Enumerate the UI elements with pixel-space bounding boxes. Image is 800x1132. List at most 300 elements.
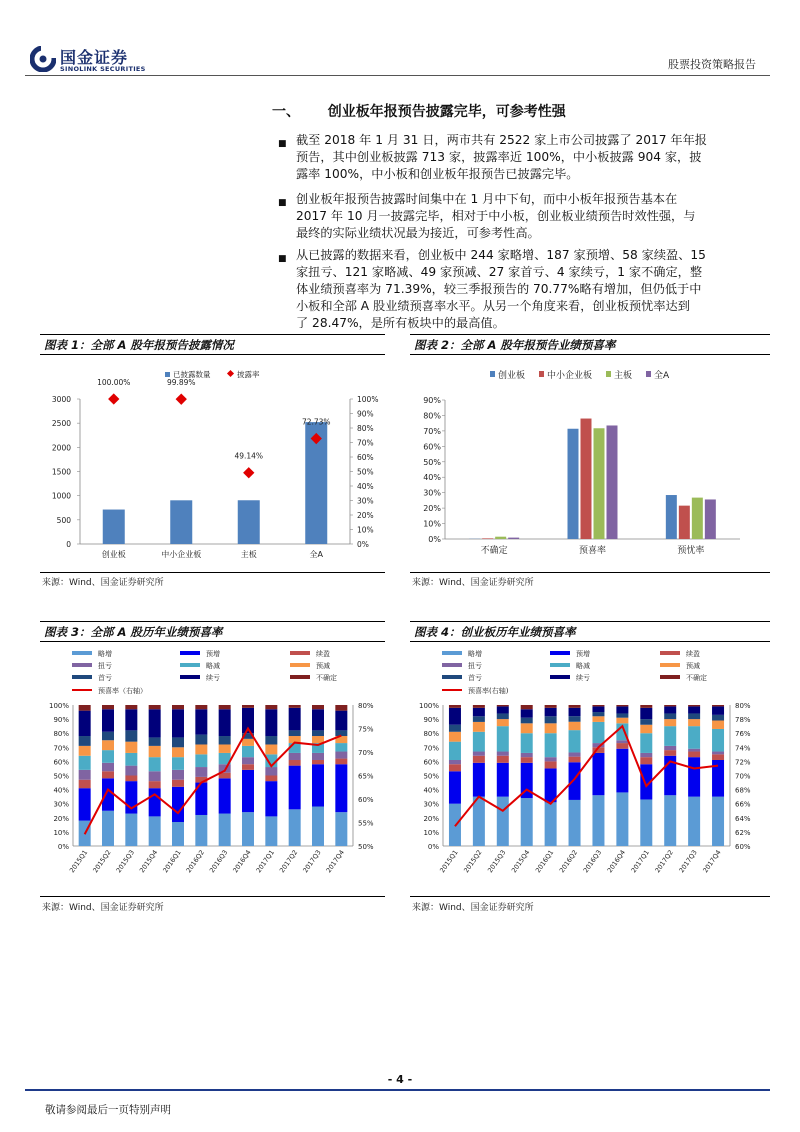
stack-segment: [195, 744, 207, 754]
stack-segment: [125, 730, 137, 741]
paragraph-2: [296, 191, 761, 242]
legend-swatch: [180, 651, 200, 655]
tick-label: 500: [56, 515, 71, 525]
category-label: 2016Q1: [533, 848, 556, 875]
stack-segment: [664, 795, 676, 846]
legend-label: 续亏: [206, 674, 220, 682]
stack-segment: [545, 761, 557, 768]
stack-segment: [335, 759, 347, 765]
category-label: 2017Q4: [324, 848, 346, 875]
stack-segment: [497, 713, 509, 719]
stack-segment: [473, 716, 485, 722]
stack-segment: [242, 764, 254, 770]
tick-label: 90%: [423, 716, 439, 725]
stack-segment: [79, 746, 91, 756]
bullet-square-icon: ■: [278, 254, 287, 264]
stack-segment: [688, 797, 700, 846]
stack-segment: [195, 767, 207, 777]
category-label: 主板: [240, 550, 257, 559]
category-label: 2017Q3: [677, 848, 699, 875]
stack-segment: [102, 811, 114, 846]
figure-4-source: 来源：Wind、国金证券研究所: [412, 903, 534, 913]
category-label: 中小企业板: [161, 550, 202, 559]
legend-label: 不确定: [316, 674, 337, 682]
legend-swatch: [180, 663, 200, 667]
stack-segment: [219, 778, 231, 813]
tick-label: 74%: [735, 744, 751, 753]
stack-segment: [149, 788, 161, 816]
paragraph-line: 家扭亏、121 家略减、49 家预减、27 家首亏、4 家续亏，1 家不确定，整: [296, 265, 703, 279]
stack-segment: [473, 732, 485, 752]
stack-segment: [335, 730, 347, 736]
stack-segment: [664, 713, 676, 719]
stack-segment: [219, 709, 231, 736]
report-type: 股票投资策略报告: [668, 58, 756, 71]
legend-swatch: [72, 651, 92, 655]
tick-label: 55%: [358, 819, 374, 828]
tick-label: 50%: [423, 772, 439, 781]
legend-label: 扭亏: [468, 662, 482, 670]
legend-swatch: [550, 651, 570, 655]
tick-label: 90%: [423, 396, 441, 405]
legend-swatch: [72, 675, 92, 679]
stack-segment: [265, 705, 277, 709]
tick-label: 65%: [358, 772, 374, 781]
figure-1-source: 来源：Wind、国金证券研究所: [42, 578, 164, 588]
tick-label: 30%: [423, 488, 441, 498]
footer-disclaimer: 敬请参阅最后一页特别声明: [45, 1104, 171, 1116]
stack-segment: [312, 736, 324, 743]
legend-swatch: [539, 371, 544, 377]
tick-label: 3000: [51, 395, 71, 404]
stack-segment: [312, 760, 324, 764]
stack-segment: [688, 757, 700, 796]
stack-segment: [640, 705, 652, 708]
stack-segment: [312, 705, 324, 709]
stack-segment: [172, 757, 184, 770]
legend-label: 预减: [316, 662, 330, 670]
category-label: 2015Q3: [114, 848, 136, 875]
stack-segment: [640, 719, 652, 725]
stack-segment: [473, 797, 485, 846]
stack-segment: [195, 815, 207, 846]
tick-label: 40%: [53, 786, 69, 795]
stack-segment: [312, 807, 324, 846]
stack-segment: [497, 726, 509, 751]
stack-segment: [242, 739, 254, 746]
stack-segment: [616, 749, 628, 793]
stack-segment: [172, 780, 184, 787]
stack-segment: [242, 746, 254, 757]
category-label: 2016Q3: [581, 848, 604, 875]
stack-segment: [79, 788, 91, 820]
stack-segment: [449, 725, 461, 732]
tick-label: 30%: [53, 800, 69, 809]
stack-segment: [712, 705, 724, 706]
figure-3-bottom-rule: [40, 896, 385, 897]
paragraph-line: 截至 2018 年 1 月 31 日，两市共有 2522 家上市公司披露了 2017 年年报: [296, 133, 707, 147]
stack-segment: [545, 768, 557, 802]
bullet-square-icon: ■: [278, 198, 287, 208]
stack-segment: [79, 770, 91, 780]
paragraph-line: 创业板年报预告披露时间集中在 1 月中下旬，而中小板年报预告基本在: [296, 192, 678, 206]
logo-company-name: 国金证券: [60, 48, 129, 67]
legend-label: 预增: [206, 650, 220, 658]
legend-label: 略增: [98, 650, 112, 658]
legend-label: 预减: [686, 662, 700, 670]
legend-label: 略减: [206, 662, 220, 670]
legend-swatch: [606, 371, 611, 377]
figure-4-title: 图表 4：创业板历年业绩预喜率: [410, 621, 770, 642]
series-line: [455, 726, 718, 826]
legend-label: 中小企业板: [547, 371, 593, 381]
data-label: 72.73%: [301, 417, 331, 427]
category-label: 2016Q3: [207, 848, 230, 875]
tick-label: 40%: [423, 786, 439, 795]
tick-label: 40%: [423, 473, 441, 483]
stack-segment: [79, 705, 91, 711]
bar: [607, 425, 618, 539]
stack-segment: [521, 733, 533, 753]
stack-segment: [219, 705, 231, 709]
tick-label: 0%: [357, 540, 369, 549]
diamond-marker: [243, 467, 254, 478]
figure-2-source: 来源：Wind、国金证券研究所: [412, 578, 534, 588]
stack-segment: [335, 752, 347, 759]
stack-segment: [265, 767, 277, 775]
stack-segment: [265, 781, 277, 816]
legend-swatch: [290, 651, 310, 655]
stack-segment: [172, 787, 184, 822]
stack-segment: [242, 705, 254, 708]
figure-4-bottom-rule: [410, 896, 770, 897]
stack-segment: [640, 725, 652, 733]
tick-label: 70%: [53, 744, 69, 753]
figure-2-title: 图表 2：全部 A 股年报预告业绩预喜率: [410, 334, 770, 355]
stack-segment: [102, 709, 114, 732]
legend-label: 续盈: [686, 650, 700, 658]
stack-segment: [640, 799, 652, 846]
tick-label: 80%: [358, 702, 374, 710]
stack-segment: [79, 736, 91, 746]
tick-label: 60%: [357, 453, 374, 462]
data-label: 49.14%: [234, 451, 264, 461]
header-divider: [25, 75, 770, 76]
sinolink-logo-icon: [30, 46, 56, 72]
tick-label: 2000: [51, 443, 71, 453]
tick-label: 50%: [357, 467, 374, 477]
tick-label: 100%: [357, 395, 379, 404]
tick-label: 78%: [735, 716, 751, 725]
stack-segment: [521, 705, 533, 709]
stack-segment: [664, 719, 676, 726]
stack-segment: [616, 713, 628, 717]
stack-segment: [289, 809, 301, 846]
stack-segment: [265, 816, 277, 846]
tick-label: 100%: [418, 702, 439, 710]
footer-divider: [25, 1089, 770, 1091]
category-label: 2016Q1: [161, 848, 183, 875]
paragraph-line: 露率 100%，中小板和创业板年报预告已披露完毕。: [296, 167, 579, 181]
stack-segment: [497, 719, 509, 726]
tick-label: 66%: [735, 800, 751, 809]
category-label: 2015Q1: [438, 848, 460, 875]
stack-segment: [265, 744, 277, 754]
paragraph-line: 预告，其中创业板披露 713 家，披露率近 100%，中小板披露 904 家，披: [296, 150, 702, 164]
stack-segment: [545, 708, 557, 716]
tick-label: 0%: [57, 843, 69, 851]
category-label: 2017Q3: [301, 848, 323, 875]
legend-swatch: [550, 663, 570, 667]
bar: [495, 537, 506, 539]
bar: [170, 500, 192, 544]
tick-label: 80%: [423, 730, 439, 739]
legend-swatch: [72, 663, 92, 667]
stack-segment: [640, 753, 652, 757]
paragraph-line: 小板和全部 A 股业绩预喜率水平。从另一个角度来看，创业板预忧率达到: [296, 299, 690, 313]
stack-segment: [289, 760, 301, 766]
stack-segment: [712, 715, 724, 721]
stack-segment: [79, 756, 91, 770]
stack-segment: [219, 744, 231, 752]
chart-chinext-history: [410, 644, 770, 894]
figure-3-source: 来源：Wind、国金证券研究所: [42, 903, 164, 913]
bar: [666, 495, 677, 539]
stack-segment: [616, 743, 628, 749]
legend-swatch: [290, 675, 310, 679]
tick-label: 80%: [735, 702, 751, 710]
category-label: 2015Q2: [91, 848, 113, 875]
stack-segment: [265, 736, 277, 744]
stack-segment: [102, 763, 114, 771]
bar: [705, 499, 716, 539]
stack-segment: [449, 732, 461, 742]
stack-segment: [265, 776, 277, 782]
bar: [594, 428, 605, 539]
stack-segment: [449, 742, 461, 760]
category-label: 2015Q4: [509, 848, 532, 875]
stack-segment: [592, 753, 604, 795]
data-label: 100.00%: [97, 378, 131, 387]
tick-label: 60%: [423, 442, 441, 452]
tick-label: 1000: [51, 491, 71, 501]
legend-swatch: [165, 372, 170, 377]
stack-segment: [569, 716, 581, 722]
stack-segment: [521, 753, 533, 757]
stack-segment: [473, 752, 485, 756]
stack-segment: [125, 709, 137, 730]
section-number: 一、: [272, 104, 300, 120]
stack-segment: [664, 726, 676, 746]
category-label: 2017Q4: [701, 848, 723, 875]
tick-label: 76%: [735, 730, 751, 739]
tick-label: 70%: [423, 426, 441, 436]
stack-segment: [125, 753, 137, 766]
stack-segment: [195, 735, 207, 745]
stack-segment: [545, 723, 557, 733]
paragraph-line: 体业绩预喜率为 71.39%，较三季报预告的 70.77%略有增加，但仍低于中: [296, 282, 702, 296]
stack-segment: [219, 814, 231, 846]
stack-segment: [688, 752, 700, 758]
stack-segment: [125, 742, 137, 753]
stack-segment: [149, 746, 161, 757]
stack-segment: [497, 797, 509, 846]
stack-segment: [312, 709, 324, 730]
tick-label: 80%: [357, 424, 374, 433]
stack-segment: [688, 726, 700, 749]
stack-segment: [569, 800, 581, 846]
stack-segment: [172, 737, 184, 747]
stack-segment: [289, 708, 301, 731]
legend-label: 创业板: [498, 371, 526, 381]
stack-segment: [688, 705, 700, 706]
tick-label: 20%: [423, 504, 441, 514]
tick-label: 64%: [735, 814, 751, 823]
legend-label: 预喜率(右轴): [468, 687, 509, 695]
stack-segment: [569, 708, 581, 716]
page-header: [0, 0, 800, 80]
stack-segment: [195, 709, 207, 734]
legend-label: 不确定: [686, 674, 707, 682]
stack-segment: [688, 749, 700, 752]
stack-segment: [545, 757, 557, 761]
stack-segment: [592, 706, 604, 712]
stack-segment: [219, 736, 231, 744]
tick-label: 20%: [53, 814, 69, 823]
stack-segment: [497, 752, 509, 756]
stack-segment: [449, 771, 461, 803]
legend-label: 续亏: [576, 674, 590, 682]
stack-segment: [473, 722, 485, 732]
stack-segment: [712, 721, 724, 729]
tick-label: 80%: [423, 411, 441, 421]
paragraph-line: 从已披露的数据来看，创业板中 244 家略增、187 家预增、58 家续盈、15: [296, 248, 706, 262]
tick-label: 72%: [735, 758, 751, 767]
stack-segment: [172, 822, 184, 846]
category-label: 2015Q1: [67, 848, 90, 875]
legend-swatch: [660, 663, 680, 667]
legend-swatch: [180, 675, 200, 679]
legend-swatch: [442, 651, 462, 655]
tick-label: 75%: [358, 725, 374, 734]
legend-label: 预喜率（右轴）: [98, 687, 147, 695]
stack-segment: [172, 705, 184, 709]
legend-label: 主板: [614, 371, 633, 381]
legend-label: 全A: [654, 371, 670, 381]
stack-segment: [149, 757, 161, 771]
stack-segment: [289, 730, 301, 736]
stack-segment: [102, 778, 114, 810]
bullet-square-icon: ■: [278, 139, 287, 149]
logo-english-name: SINOLINK SECURITIES: [60, 65, 146, 73]
stack-segment: [664, 750, 676, 756]
tick-label: 50%: [358, 843, 374, 851]
legend-label: 续盈: [316, 650, 330, 658]
stack-segment: [664, 705, 676, 706]
stack-segment: [242, 812, 254, 846]
diamond-marker: [108, 393, 119, 404]
stack-segment: [149, 771, 161, 781]
data-label: 99.89%: [166, 378, 196, 388]
stack-segment: [712, 729, 724, 752]
tick-label: 50%: [423, 457, 441, 467]
category-label: 2016Q4: [231, 848, 253, 875]
figure-1-title: 图表 1：全部 A 股年报预告披露情况: [40, 334, 385, 355]
tick-label: 60%: [735, 843, 751, 851]
stack-segment: [473, 756, 485, 763]
paragraph-line: 最终的实际业绩状况最为接近，可参考性高。: [296, 226, 540, 240]
category-label: 2015Q2: [462, 848, 484, 875]
legend-swatch: [646, 371, 651, 377]
category-label: 2017Q2: [653, 848, 675, 875]
stack-segment: [569, 762, 581, 800]
stack-segment: [616, 706, 628, 713]
stack-segment: [102, 732, 114, 740]
stack-segment: [616, 718, 628, 724]
bar: [679, 506, 690, 539]
stack-segment: [449, 764, 461, 771]
stack-segment: [712, 706, 724, 714]
page-number: - 4 -: [387, 1073, 413, 1086]
tick-label: 100%: [48, 702, 69, 710]
legend-swatch: [660, 651, 680, 655]
stack-segment: [289, 753, 301, 760]
tick-label: 50%: [53, 772, 69, 781]
category-label: 创业板: [101, 550, 126, 559]
figure-3-title: 图表 3：全部 A 股历年业绩预喜率: [40, 621, 385, 642]
stack-segment: [569, 722, 581, 730]
stack-segment: [242, 757, 254, 764]
legend-label: 首亏: [98, 674, 112, 682]
tick-label: 30%: [423, 800, 439, 809]
stack-segment: [521, 718, 533, 724]
stack-segment: [125, 705, 137, 709]
tick-label: 2500: [51, 419, 71, 429]
category-label: 2016Q2: [184, 848, 206, 875]
bar: [482, 538, 493, 539]
stack-segment: [172, 709, 184, 737]
stack-segment: [335, 764, 347, 812]
stack-segment: [79, 780, 91, 788]
stack-segment: [497, 705, 509, 706]
stack-segment: [335, 812, 347, 846]
stack-segment: [640, 708, 652, 719]
category-label: 不确定: [480, 546, 508, 556]
stack-segment: [616, 792, 628, 846]
legend-swatch: [550, 675, 570, 679]
stack-segment: [449, 760, 461, 764]
stack-segment: [265, 709, 277, 736]
tick-label: 10%: [357, 525, 374, 535]
legend-swatch: [290, 663, 310, 667]
tick-label: 20%: [423, 814, 439, 823]
stack-segment: [688, 719, 700, 726]
stack-segment: [592, 712, 604, 716]
stack-segment: [335, 743, 347, 751]
tick-label: 70%: [358, 749, 374, 757]
legend-swatch: [442, 663, 462, 667]
stack-segment: [616, 740, 628, 743]
stack-segment: [688, 713, 700, 719]
paragraph-line: 了 28.47%，是所有板块中的最高值。: [296, 316, 505, 330]
tick-label: 70%: [357, 438, 374, 448]
bar: [238, 500, 260, 544]
stack-segment: [616, 705, 628, 706]
paragraph-line: 2017 年 10 月一披露完毕，相对于中小板，创业板业绩预告时效性强，与: [296, 209, 696, 223]
stack-segment: [312, 730, 324, 736]
stack-segment: [102, 705, 114, 709]
legend-label: 披露率: [237, 370, 260, 379]
